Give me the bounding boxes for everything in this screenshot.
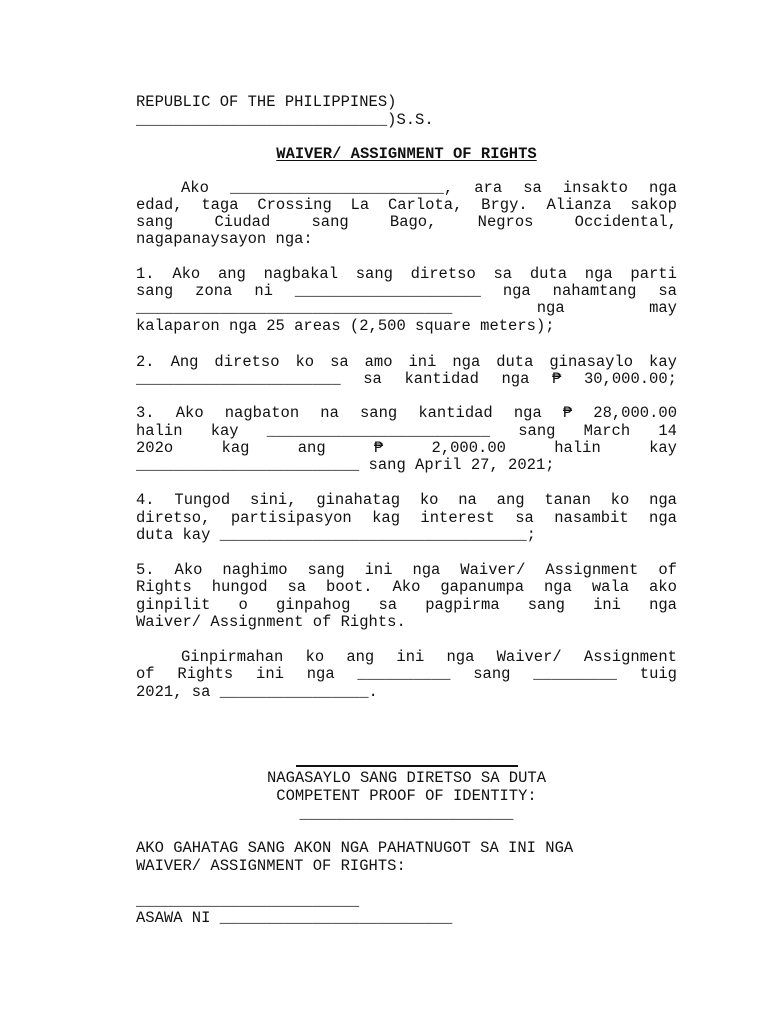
word: ____________________ [294,282,481,300]
spouse-name-line: ASAWA NI _________________________ [136,909,453,927]
word: nga [544,578,572,596]
item1-line-4: kalaparon nga 25 areas (2,500 square meters); [136,317,555,335]
word: sang [527,596,565,614]
item5-line-1 [136,562,677,579]
word: Assignment [583,648,677,666]
word: pagpirma [425,596,500,614]
word: sang [359,404,398,422]
word: ini [396,648,425,666]
word: Ako [174,561,203,579]
word: taga [201,196,239,214]
word: sa [658,282,677,300]
word: tanan [544,491,591,509]
word: ginpilit [136,596,211,614]
word: nga [584,265,613,283]
word: Ang [170,353,199,371]
word: nga [412,561,441,579]
word: interest [420,509,495,527]
consent-line-2: WAIVER/ ASSIGNMENT OF RIGHTS: [136,857,406,875]
word: ko [295,353,315,371]
word: Rights [136,578,192,596]
word: Carlota, [387,196,463,214]
word: ni [254,282,273,300]
word: 2,000.00 [431,439,506,457]
word: sa [515,509,534,527]
word: ang [297,439,326,457]
word: Waiver/ [460,561,526,579]
word: naghimo [222,561,288,579]
word: edad, [136,196,183,214]
word: March [583,422,631,440]
word: ________________________ [266,422,491,440]
word: of [136,665,155,683]
intro-line-1 [136,180,677,197]
word: sang [355,265,393,283]
word: ako [649,578,677,596]
word: may [649,299,677,317]
word: sa [330,353,349,371]
word: amo [364,353,393,371]
assignor-caption: NAGASAYLO SANG DIRETSO SA DUTA [266,769,547,787]
word: ______________________ [136,370,341,388]
word: diretso [214,353,280,371]
word: sa [493,265,513,283]
word: duta [496,353,534,371]
word: ko [610,491,630,509]
word: ginahatag [316,491,401,509]
intro-line-2 [136,197,677,214]
word: sa [523,179,542,197]
item5-line-2 [136,579,677,596]
word: nagbaton [224,404,300,422]
word: wala [591,578,630,596]
word: ini [364,561,393,579]
word: hungod [211,578,268,596]
word: nga [502,282,531,300]
proof-of-identity-blank: _______________________ [299,805,514,823]
word: _______________________, [229,179,454,197]
word: 28,000.00 [593,404,677,422]
word: Occidental, [574,213,677,231]
word: Waiver/ [496,648,562,666]
word: sang [307,561,345,579]
item5-line-4: Waiver/ Assignment of Rights. [136,613,406,631]
word: 2. [136,353,155,371]
item2-line-1 [136,354,677,371]
signed-line-3: 2021, sa ________________. [136,683,378,701]
word: nga [649,179,677,197]
word: Tungod [174,491,231,509]
header-republic: REPUBLIC OF THE PHILIPPINES) [136,93,397,111]
signed-line-1 [136,649,677,666]
word: Bago, [389,213,437,231]
word: sang [136,213,174,231]
word: sa [363,370,382,388]
word: 30,000.00; [583,370,677,388]
word: nga [501,370,530,388]
word: insakto [562,179,628,197]
word: ini [593,596,621,614]
word: sang [311,213,349,231]
word: gapanumpa [440,578,525,596]
word: nga [513,404,542,422]
word: kag [221,439,250,457]
word: __________________________________ [136,299,453,317]
word: nga [649,509,677,527]
item1-line-2 [136,283,677,300]
word: kay [649,439,677,457]
word: La [350,196,370,214]
word: Ako [172,265,201,283]
word: Ako [175,404,204,422]
header-ss-line: ___________________________)S.S. [136,111,434,129]
word: ko [419,491,439,509]
word: halin [554,439,601,457]
signed-line-2 [136,666,677,683]
word: ₱ [552,370,562,388]
word: kay [649,353,677,371]
word: boot. [326,578,373,596]
word: nahamtang [552,282,637,300]
item5-line-3 [136,597,677,614]
word: ara [474,179,503,197]
word: sang [518,422,556,440]
word: zona [195,282,233,300]
word: kantidad [404,370,479,388]
intro-line-3 [136,214,677,231]
word: Brgy. [481,196,528,214]
word: parti [630,265,677,283]
word: nga [446,648,475,666]
word: _________ [533,665,617,683]
word: diretso [410,265,476,283]
word: Negros [477,213,534,231]
word: diretso, [136,509,211,527]
word: sakop [630,196,677,214]
word: sa [287,578,307,596]
word: kay [210,422,239,440]
word: __________ [357,665,451,683]
item4-line-3: duta kay _________________________________; [136,526,536,544]
consent-line-1: AKO GAHATAG SANG AKON NGA PAHATNUGOT SA INI NGA [136,839,574,857]
item3-line-2 [136,423,677,440]
word: nasambit [554,509,629,527]
item1-line-3 [136,300,677,317]
item2-line-2 [136,371,677,388]
spouse-signature-blank: ________________________ [136,892,360,910]
word: ini [408,353,437,371]
word: kag [372,509,401,527]
word: Assignment [545,561,639,579]
word: na [458,491,477,509]
item3-line-1 [136,405,677,422]
document-title: WAIVER/ ASSIGNMENT OF RIGHTS [276,145,537,163]
word: sini, [250,491,297,509]
item3-line-4: ________________________ sang April 27, 2021; [136,456,555,474]
word: partisipasyon [230,509,352,527]
word: ginasaylo [549,353,634,371]
word: nga [452,353,481,371]
word: nga [649,596,677,614]
word: sang [473,665,511,683]
word: Ako [181,179,209,197]
word: o [238,596,248,614]
word: sa [378,596,398,614]
word: ginpahog [275,596,351,614]
item3-line-3 [136,440,677,457]
word: duta [529,265,568,283]
word: 202o [136,439,174,457]
item4-line-2 [136,510,677,527]
word: tuig [639,665,677,683]
word: 14 [658,422,677,440]
word: kantidad [418,404,493,422]
word: ko [305,648,325,666]
word: Rights [177,665,234,683]
word: Crossing [257,196,332,214]
word: ang [217,265,246,283]
word: na [320,404,339,422]
word: nga [536,299,565,317]
word: 4. [136,491,155,509]
word: ₱ [373,439,384,457]
word: nga [306,665,335,683]
item1-line-1 [136,266,677,283]
word: of [658,561,677,579]
word: ang [346,648,375,666]
proof-of-identity-label: COMPETENT PROOF OF IDENTITY: [276,787,537,805]
word: halin [136,422,183,440]
word: nagbakal [263,265,338,283]
word: ang [496,491,525,509]
word: 5. [136,561,155,579]
word: ini [256,665,284,683]
word: sang [136,282,174,300]
word: 1. [136,265,155,283]
word: Ciudad [214,213,271,231]
word: 3. [136,404,155,422]
word: Ako [392,578,421,596]
word: nga [649,491,677,509]
word: Alianza [546,196,612,214]
word: ₱ [562,404,573,422]
signature-line [296,765,518,767]
word: Ginpirmahan [181,648,284,666]
item4-line-1 [136,492,677,509]
intro-line-4: nagapanaysayon nga: [136,230,313,248]
